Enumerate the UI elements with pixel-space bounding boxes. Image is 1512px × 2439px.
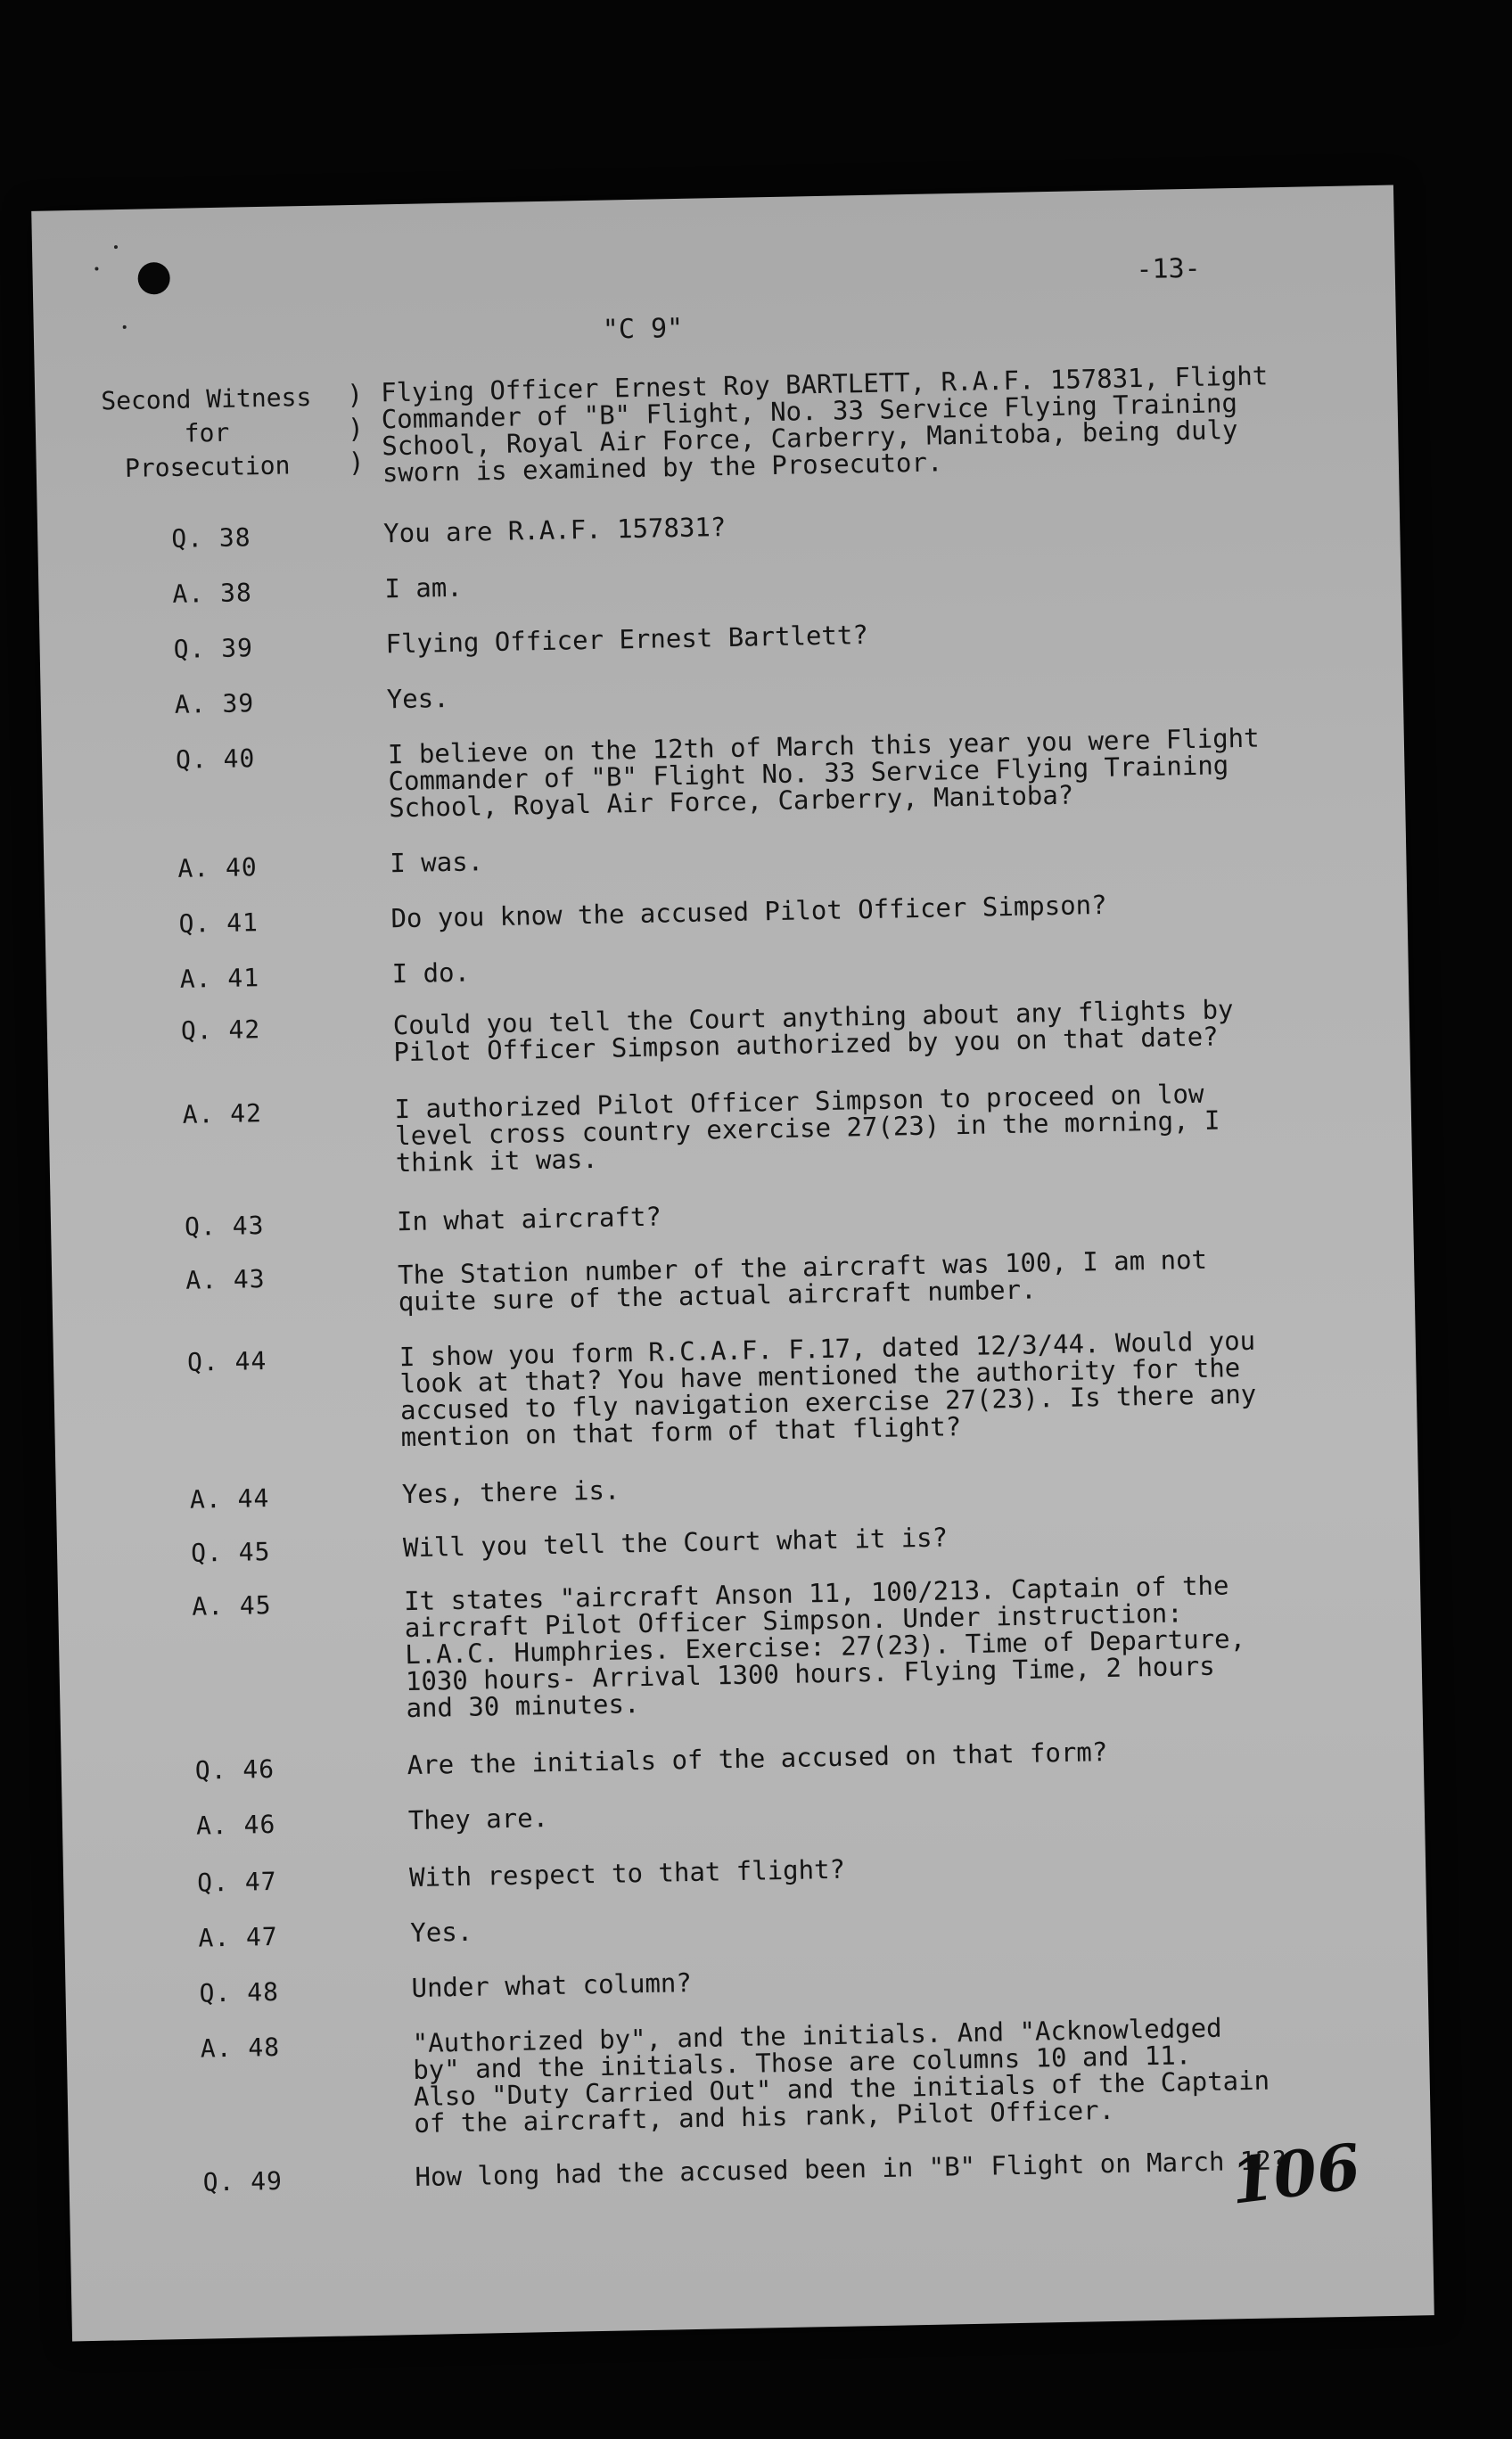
transcript-entry (64, 1901, 1401, 1953)
speck (94, 267, 98, 270)
entry-text: In what aircraft? (396, 1201, 662, 1237)
exhibit-label: "C 9" (602, 312, 684, 346)
witness-label-line: Second Witness (100, 382, 312, 416)
entry-text: I authorized Pilot Officer Simpson to proceed on low level cross country exercise 27(23) in the morning, I think it was. (394, 1078, 1220, 1178)
entry-text: I show you form R.C.A.F. F.17, dated 12/3/44. Would you look at that? You have mentioned the authority for the accused to fly navigation exercise 27(23). Is there any mention on that form of that flight? (399, 1325, 1257, 1453)
bracket: ) (348, 447, 366, 480)
entry-text: Will you tell the Court what it is? (402, 1522, 949, 1564)
transcript-entry (37, 501, 1375, 554)
entry-label: A. 41 (179, 963, 260, 994)
entry-text: The Station number of the aircraft was 100, I am not quite sure of the actual aircraft number. (397, 1244, 1208, 1318)
entry-label: Q. 40 (175, 743, 256, 775)
transcript-entry (41, 667, 1378, 719)
bracket: ) (346, 379, 364, 412)
entry-text: Yes. (386, 682, 449, 715)
entry-label: Q. 46 (194, 1753, 275, 1786)
entry-label: Q. 39 (173, 633, 254, 664)
entry-text: "Authorized by", and the initials. And "Acknowledged by" and the initials. Those are columns 10 and 11. Also "Duty Carried Out" and the initials of the Captain of the aircraft, and his rank, Pilot Officer. (412, 2012, 1270, 2139)
entry-text: You are R.A.F. 157831? (382, 511, 727, 549)
punch-hole (137, 262, 170, 295)
entry-label: Q. 42 (180, 1014, 261, 1046)
entry-label: A. 39 (174, 688, 255, 719)
entry-text: I believe on the 12th of March this year you were Flight Commander of "B" Flight No. 33 Service Flying Training School, Royal Air Force, Carberry, Manitoba? (387, 722, 1260, 824)
entry-label: A. 44 (189, 1483, 270, 1515)
entry-label: Q. 41 (178, 907, 259, 939)
speck (114, 245, 118, 249)
entry-text: They are. (407, 1803, 549, 1836)
witness-introduction: Flying Officer Ernest Roy BARTLETT, R.A.F. 157831, Flight Commander of "B" Flight, No. 33 Service Flying Training School, Royal Air Force, Carberry, Manitoba, being duly sworn is examined by the Prosecutor. (380, 360, 1269, 489)
entry-text: Could you tell the Court anything about any flights by Pilot Officer Simpson authorized by you on that date? (392, 994, 1234, 1068)
transcript-entry (42, 722, 1379, 824)
entry-label: A. 38 (172, 578, 253, 609)
entry-text: Yes. (410, 1916, 473, 1949)
transcript-entry (38, 556, 1376, 609)
transcript-entry (44, 831, 1381, 883)
entry-label: Q. 38 (170, 522, 251, 554)
transcript-entry (45, 886, 1382, 939)
witness-label-line: Prosecution (124, 450, 291, 483)
transcript-entry (48, 1077, 1385, 1178)
transcript-entry (57, 1515, 1394, 1568)
document-page (31, 185, 1434, 2342)
transcript-entry (65, 1956, 1402, 2008)
entry-text: Under what column? (411, 1967, 693, 2004)
entry-label: A. 42 (182, 1098, 263, 1129)
entry-label: Q. 43 (184, 1211, 265, 1242)
transcript-entry (51, 1189, 1388, 1242)
entry-text: I am. (384, 571, 464, 604)
transcript-entry (67, 2011, 1404, 2139)
entry-text: Flying Officer Ernest Bartlett? (385, 619, 869, 660)
entry-label: A. 46 (195, 1809, 276, 1841)
transcript-entry (62, 1788, 1400, 1841)
entry-text: How long had the accused been in "B" Flight on March 12? (415, 2145, 1287, 2193)
handwritten-page-number: 106 (1226, 2129, 1365, 2219)
entry-label: Q. 49 (202, 2165, 284, 2197)
entry-label: A. 47 (198, 1921, 279, 1953)
transcript-entry (58, 1569, 1395, 1724)
entry-text: I do. (391, 957, 471, 990)
entry-label: A. 45 (191, 1590, 272, 1622)
transcript-entry (53, 1325, 1391, 1453)
transcript-entry (45, 941, 1383, 994)
entry-text: Do you know the accused Pilot Officer Simpson? (390, 889, 1107, 934)
bracket: ) (347, 413, 365, 446)
page-number: -13- (1136, 252, 1202, 286)
transcript-entry (39, 612, 1376, 664)
entry-text: With respect to that flight? (408, 1853, 846, 1893)
transcript-entry (47, 993, 1385, 1068)
entry-label: A. 48 (200, 2032, 281, 2064)
transcript-entry (56, 1462, 1393, 1515)
entry-label: Q. 44 (186, 1346, 267, 1377)
entry-label: A. 40 (177, 852, 258, 883)
entry-text: It states "aircraft Anson 11, 100/213. Captain of the aircraft Pilot Officer Simpson. Under instruction: L.A.C. Humphries. Exercise: 27(23). Time of Departure, 1030 hours- Arrival 1300 hours. Flying Time, 2 hours and 30 minutes. (403, 1570, 1246, 1724)
transcript-entry (52, 1243, 1389, 1318)
transcript-entry (63, 1845, 1401, 1898)
speck (123, 325, 127, 329)
witness-label (54, 380, 359, 488)
entry-text: Are the initials of the accused on that form? (407, 1737, 1108, 1781)
entry-label: Q. 47 (196, 1866, 277, 1898)
entry-text: Yes, there is. (401, 1474, 620, 1510)
entry-label: Q. 45 (190, 1537, 271, 1568)
entry-text: I was. (389, 846, 484, 879)
witness-label-line: for (184, 417, 230, 448)
entry-label: Q. 48 (199, 1976, 280, 2008)
entry-label: A. 43 (185, 1264, 266, 1295)
transcript-entry (62, 1733, 1399, 1786)
